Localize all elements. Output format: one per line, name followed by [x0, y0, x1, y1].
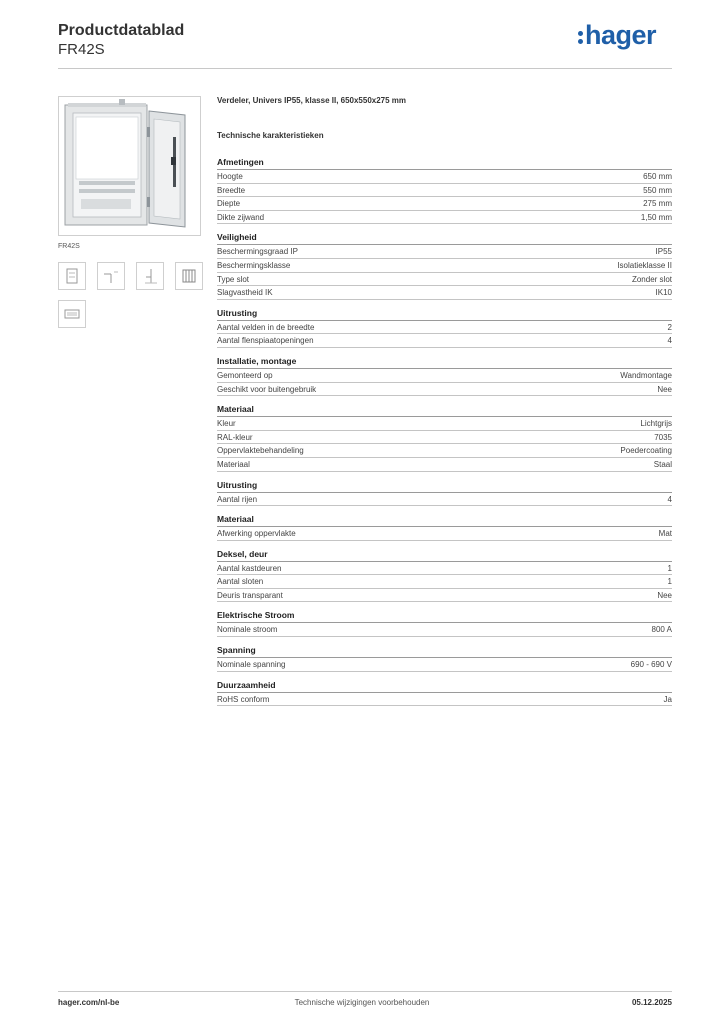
spec-label: Materiaal: [217, 459, 250, 469]
spec-value: 4: [667, 494, 672, 504]
enclosure-icon: [59, 97, 200, 235]
spec-row: [217, 369, 672, 383]
spec-label: Beschermingsklasse: [217, 260, 291, 270]
section-spanning: [217, 645, 672, 672]
spec-row: [217, 197, 672, 211]
spec-row: [217, 444, 672, 458]
spec-row: [217, 562, 672, 576]
spec-row: [217, 417, 672, 431]
footer-divider: [58, 991, 672, 992]
spec-row: [217, 245, 672, 259]
spec-row: [217, 575, 672, 589]
section-title: Spanning: [217, 645, 672, 658]
spec-row: [217, 431, 672, 445]
spec-value: 7035: [654, 432, 672, 442]
spec-value: 1,50 mm: [640, 212, 672, 222]
spec-value: 2: [667, 322, 672, 332]
spec-label: Diepte: [217, 199, 241, 209]
spec-value: 550 mm: [643, 185, 672, 195]
spec-row: [217, 493, 672, 507]
spec-label: Beschermingsgraad IP: [217, 247, 298, 257]
spec-value: Staal: [653, 459, 672, 469]
spec-label: Kleur: [217, 419, 236, 429]
section-installatie-montage: [217, 356, 672, 396]
spec-label: Afwerking oppervlakte: [217, 529, 296, 539]
spec-value: Nee: [657, 590, 672, 600]
footer-website-link[interactable]: hager.com/nl-be: [58, 998, 120, 1007]
thumb-rear-view-icon[interactable]: [175, 262, 203, 290]
section-title: Materiaal: [217, 404, 672, 417]
page-header: [58, 20, 672, 68]
spec-row: [217, 623, 672, 637]
spec-label: RoHS conform: [217, 694, 270, 704]
spec-value: 275 mm: [643, 199, 672, 209]
spec-label: Oppervlaktebehandeling: [217, 446, 304, 456]
section-title: Duurzaamheid: [217, 680, 672, 693]
spec-label: Aantal flenspiaatopeningen: [217, 336, 314, 346]
section-uitrusting: [217, 308, 672, 348]
spec-value: 1: [667, 577, 672, 587]
section-title: Materiaal: [217, 514, 672, 527]
section-title: Uitrusting: [217, 480, 672, 493]
spec-value: Mat: [658, 529, 672, 539]
logo-dots-icon: [578, 31, 583, 44]
section-title: Uitrusting: [217, 308, 672, 321]
spec-label: RAL-kleur: [217, 432, 253, 442]
section-deksel-deur: [217, 549, 672, 603]
spec-value: Zonder slot: [631, 274, 672, 284]
spec-label: Breedte: [217, 185, 246, 195]
spec-label: Type slot: [217, 274, 250, 284]
spec-label: Nominale stroom: [217, 625, 278, 635]
spec-row: [217, 184, 672, 198]
technical-characteristics-title: Technische karakteristieken: [217, 131, 324, 140]
section-uitrusting-2: [217, 480, 672, 507]
section-title: Installatie, montage: [217, 356, 672, 369]
header-divider: [58, 68, 672, 69]
section-afmetingen: [217, 157, 672, 224]
spec-value: Ja: [663, 694, 672, 704]
thumb-dimension-view-icon[interactable]: [136, 262, 164, 290]
spec-value: Wandmontage: [620, 370, 672, 380]
thumb-front-view-icon[interactable]: [58, 262, 86, 290]
spec-row: [217, 458, 672, 472]
spec-value: 690 - 690 V: [630, 660, 672, 670]
section-title: Deksel, deur: [217, 549, 672, 562]
product-code: FR42S: [58, 41, 105, 58]
spec-label: Nominale spanning: [217, 660, 286, 670]
spec-label: Aantal velden in de breedte: [217, 322, 315, 332]
spec-label: Aantal sloten: [217, 577, 264, 587]
spec-label: Hoogte: [217, 172, 243, 181]
thumb-mounting-view-icon[interactable]: [58, 300, 86, 328]
product-description: Verdeler, Univers IP55, klasse II, 650x550x275 mm: [217, 96, 407, 105]
spec-value: IP55: [655, 247, 672, 257]
spec-label: Aantal rijen: [217, 494, 258, 504]
spec-label: Deuris transparant: [217, 590, 283, 600]
spec-row: [217, 589, 672, 603]
spec-row: [217, 259, 672, 273]
section-elektrische-stroom: [217, 610, 672, 637]
spec-row: [217, 527, 672, 541]
spec-value: 800 A: [651, 625, 672, 635]
spec-value: Nee: [657, 384, 672, 394]
spec-label: Dikte zijwand: [217, 212, 265, 222]
spec-row: [217, 286, 672, 300]
thumb-side-view-icon[interactable]: [97, 262, 125, 290]
spec-value: Lichtgrijs: [640, 419, 672, 429]
section-veiligheid: [217, 232, 672, 299]
footer-notice: Technische wijzigingen voorbehouden: [294, 998, 430, 1007]
spec-value: Poedercoating: [620, 446, 672, 456]
spec-label: Slagvastheid IK: [217, 288, 273, 298]
spec-row: [217, 321, 672, 335]
section-materiaal-2: [217, 514, 672, 541]
spec-value: IK10: [655, 288, 672, 298]
spec-row: [217, 211, 672, 225]
section-materiaal: [217, 404, 672, 471]
spec-row: [217, 273, 672, 287]
section-duurzaamheid: [217, 680, 672, 707]
spec-value: 4: [667, 336, 672, 346]
section-title: Elektrische Stroom: [217, 610, 672, 623]
spec-row: [217, 658, 672, 672]
document-title: Productdatablad: [58, 22, 185, 39]
hager-logo[interactable]: [578, 20, 656, 50]
spec-row: [217, 383, 672, 397]
image-caption: FR42S: [58, 243, 80, 250]
section-title: Afmetingen: [217, 157, 672, 170]
spec-value: Isolatieklasse II: [617, 260, 672, 270]
spec-row: [217, 693, 672, 707]
spec-label: Gemonteerd op: [217, 370, 273, 380]
spec-value: 1: [667, 563, 672, 573]
section-title: Veiligheid: [217, 232, 672, 245]
logo-text: hager: [584, 20, 656, 50]
spec-row: [217, 334, 672, 348]
footer-date: 05.12.2025: [631, 998, 672, 1007]
spec-row: [217, 170, 672, 184]
spec-value: 650 mm: [643, 172, 672, 181]
spec-label: Geschikt voor buitengebruik: [217, 384, 317, 394]
product-image[interactable]: [58, 96, 201, 236]
specification-content: [217, 96, 672, 706]
spec-label: Aantal kastdeuren: [217, 563, 282, 573]
